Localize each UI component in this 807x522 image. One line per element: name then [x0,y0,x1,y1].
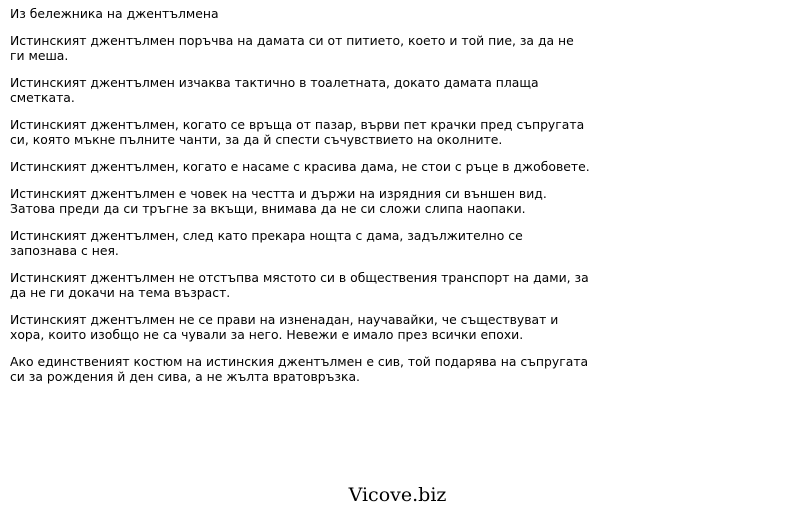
paragraph-6: Истинският джентълмен, след като прекара нощта с дама, задължително се запознава с нея. [10,228,523,258]
document-title: Из бележника на джентълмена [10,6,219,21]
paragraph-7: Истинският джентълмен не отстъпва мястото си в обществения транспорт на дами, за да не ги докачи на тема възраст. [10,270,589,300]
paragraph-5: Истинският джентълмен е човек на честта и държи на изрядния си външен вид. Затова преди да си тръгне за вкъщи, внимава да не си сложи слипа наопаки. [10,186,547,216]
document-body [10,6,590,396]
paragraph-9: Ако единственият костюм на истинския джентълмен е сив, той подарява на съпругата си за рождения й ден сива, а не жълта вратовръзка. [10,354,589,384]
paragraph-1: Истинският джентълмен поръчва на дамата си от питието, което и той пие, за да не ги меша. [10,33,574,63]
paragraph-8: Истинският джентълмен не се прави на изненадан, научавайки, че съществуват и хора, които изобщо не са чували за него. Невежи е имало през всички епохи. [10,312,559,342]
paragraph-3: Истинският джентълмен, когато се връща от пазар, върви пет крачки пред съпругата си, която мъкне пълните чанти, за да й спести съчувствието на околните. [10,117,585,147]
site-watermark: Vicove.biz [348,484,447,506]
paragraph-4: Истинският джентълмен, когато е насаме с красива дама, не стои с ръце в джобовете. [10,159,590,174]
paragraph-2: Истинският джентълмен изчаква тактично в тоалетната, докато дамата плаща сметката. [10,75,539,105]
